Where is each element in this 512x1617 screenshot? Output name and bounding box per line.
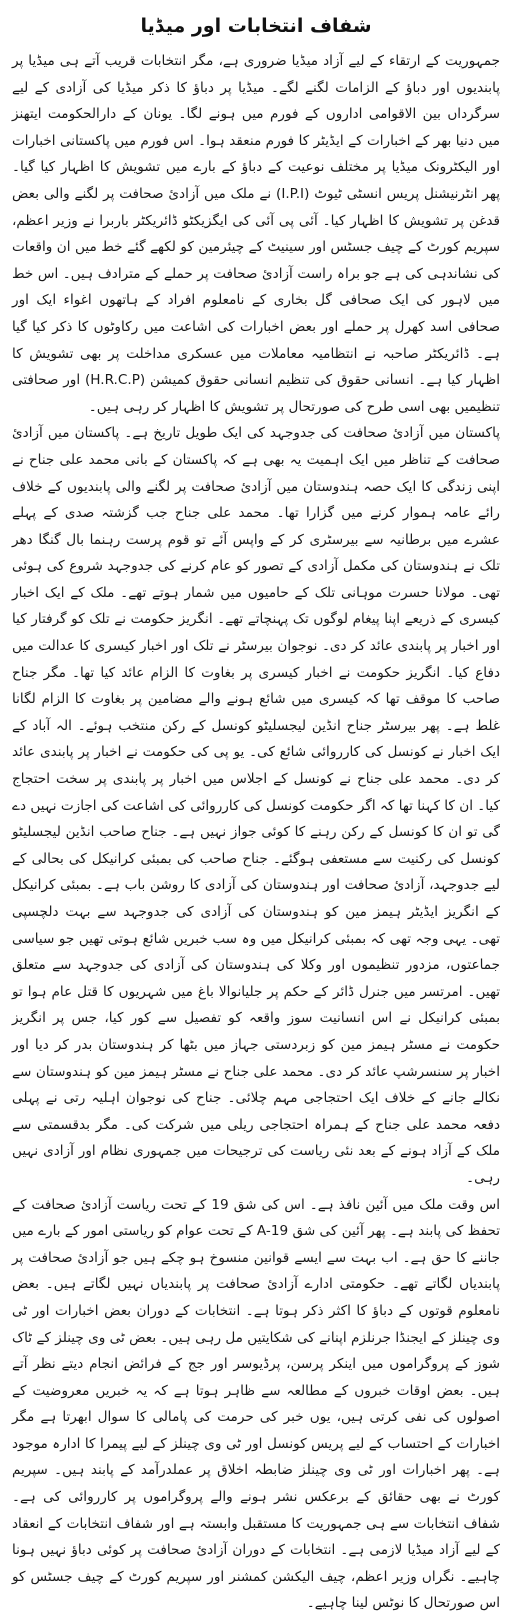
article-paragraph-1: جمہوریت کے ارتقاء کے لیے آزاد میڈیا ضروری ہے، مگر انتخابات قریب آتے ہی میڈیا پر پابندیوں اور دباؤ کے الزامات لگنے لگے۔ میڈیا پر دباؤ کا ذکر میڈیا کی آزادی کے لیے سرگرداں بین الاقوامی اداروں کے فورم میں ہونے لگا۔ یونان کے دارالحکومت ایتھنز میں دنیا بھر کے اخبارات کے ایڈیٹر کا فورم منعقد ہوا۔ اس فورم میں پاکستانی اخبارات اور الیکٹرونک میڈیا پر مختلف نوعیت کے دباؤ کے بارے میں تشویش کا اظہار کیا گیا۔ پھر انٹرنیشنل پریس انسٹی ٹیوٹ (I.P.I) نے ملک میں آزادئ صحافت پر لگنے والی بعض قدغن پر تشویش کا اظہار کیا۔ آئی پی آئی کی ایگزیکٹو ڈائریکٹر باربرا نے وزیر اعظم، سپریم کورٹ کے چیف جسٹس اور سینیٹ کے چیئرمین کو لکھے گئے خط میں ان واقعات کی نشاندہی کی ہے جو براہ راست آزادئ صحافت پر حملے کے مترادف ہیں۔ اس خط میں لاہور کی ایک صحافی گل بخاری کے نامعلوم افراد کے ہاتھوں اغواء ایک اور صحافی اسد کھرل پر حملے اور بعض اخبارات کی اشاعت میں رکاوٹوں کا ذکر کیا گیا ہے۔ ڈائریکٹر صاحبہ نے انتظامیہ معاملات میں عسکری مداخلت پر بھی تشویش کا اظہار کیا ہے۔ انسانی حقوق کی تنظیم انسانی حقوق کمیشن (H.R.C.P) اور صحافتی تنظیمیں بھی اسی طرح کی صورتحال پر تشویش کا اظہار کر رہی ہیں۔ — [12, 53, 500, 415]
article-paragraph-3: اس وقت ملک میں آئین نافذ ہے۔ اس کی شق 19 کے تحت ریاست آزادئ صحافت کے تحفظ کی پابند ہے۔ پھر آئین کی شق A-19 کے تحت عوام کو ریاستی امور کے بارے میں جاننے کا حق ہے۔ اب بہت سے ایسے قوانین منسوخ ہو چکے ہیں جو آزادئ صحافت پر پابندیاں لگاتے تھے۔ حکومتی ادارے آزادئ صحافت پر پابندیاں نہیں لگاتے ہیں۔ بعض نامعلوم قوتوں کے دباؤ کا اکثر ذکر ہوتا ہے۔ انتخابات کے دوران بعض اخبارات اور ٹی وی چینلز کے ایجنڈا جرنلزم اپنانے کی شکایتیں مل رہی ہیں۔ بعض ٹی وی چینلز کے ٹاک شوز کے پروگراموں میں اینکر پرسن، پرڈیوسر اور جج کے فرائض انجام دیتے نظر آتے ہیں۔ بعض اوقات خبروں کے مطالعہ سے ظاہر ہوتا ہے کہ یہ خبریں معروضیت کے اصولوں کی نفی کرتی ہیں، یوں خبر کی حرمت کی پامالی کا سوال ابھرتا ہے مگر اخبارات کے احتساب کے لیے پریس کونسل اور ٹی وی چینلز کے لیے پیمرا کا ادارہ موجود ہے۔ پھر اخبارات اور ٹی وی چینلز ضابطہ اخلاق پر عملدرآمد کے پابند ہیں۔ سپریم کورٹ نے بھی حقائق کے برعکس نشر ہونے والے پروگراموں پر کارروائی کی ہے۔ شفاف انتخابات سے ہی جمہوریت کا مستقبل وابستہ ہے اور شفاف انتخابات کے انعقاد کے لیے آزاد میڈیا لازمی ہے۔ انتخابات کے دوران آزادئ صحافت پر کوئی دباؤ نہیں ہونا چاہیے۔ نگراں وزیر اعظم، چیف الیکشن کمشنر اور سپریم کورٹ کے چیف جسٹس کو اس صورتحال کا نوٹس لینا چاہیے۔ — [12, 1196, 501, 1612]
article-headline: شفاف انتخابات اور میڈیا — [140, 15, 372, 37]
article-paragraph-2: پاکستان میں آزادئ صحافت کی جدوجہد کی ایک طویل تاریخ ہے۔ پاکستان میں آزادئ صحافت کے تناظر میں ایک اہمیت یہ بھی ہے کہ پاکستان کے بانی محمد علی جناح نے اپنی زندگی کا ایک حصہ ہندوستان میں آزادئ صحافت پر لگنے والی پابندیوں کے خلاف رائے عامہ ہموار کرنے میں گزارا تھا۔ محمد علی جناح جب گزشتہ صدی کے پہلے عشرے میں برطانیہ سے بیرسٹری کر کے واپس آئے تو قوم پرست رہنما بال گنگا دھر تلک نے ہندوستان کی مکمل آزادی کے تصور کو عام کرنے کی جدوجہد شروع کی ہوئی تھی۔ مولانا حسرت موہانی تلک کے حامیوں میں شمار ہوتے تھے۔ ملک کے ایک اخبار کیسری کے ذریعے اپنا پیغام لوگوں تک پہنچاتے تھے۔ انگریز حکومت نے تلک کو گرفتار کیا اور اخبار پر پابندی عائد کر دی۔ نوجوان بیرسٹر نے تلک اور اخبار کیسری کا عدالت میں دفاع کیا۔ انگریز حکومت نے اخبار کیسری پر بغاوت کا الزام عائد کیا تھا۔ مگر جناح صاحب کا موقف تھا کہ کیسری میں شائع ہونے والے مضامین پر بغاوت کا الزام لگانا غلط ہے۔ پھر بیرسٹر جناح انڈین لیجسلیٹو کونسل کے رکن منتخب ہوئے۔ الہ آباد کے ایک اخبار نے کونسل کی کارروائی شائع کی۔ یو پی کی حکومت نے اخبار پر پابندی عائد کر دی۔ محمد علی جناح نے کونسل کے اجلاس میں اخبار پر پابندی پر سخت احتجاج کیا۔ ان کا کہنا تھا کہ اگر حکومت کونسل کی کارروائی کی اشاعت کی اجازت نہیں دے گی تو ان کا کونسل کے رکن رہنے کا کوئی جواز نہیں ہے۔ جناح صاحب انڈین لیجسلیٹو کونسل کی رکنیت سے مستعفی ہوگئے۔ جناح صاحب کی بمبئی کرانیکل کی بحالی کے لیے جدوجہد، آزادئ صحافت اور ہندوستان کی آزادی کا روشن باب ہے۔ بمبئی کرانیکل کے انگریز ایڈیٹر ہیمز مین کو ہندوستان کی آزادی کی جدوجہد سے بہت دلچسپی تھی۔ یہی وجہ تھی کہ بمبئی کرانیکل میں وہ سب خبریں شائع ہوتی تھیں جو سیاسی جماعتوں، مزدور تنظیموں اور وکلا کی ہندوستان کی آزادی کی جدوجہد سے متعلق تھیں۔ امرتسر میں جنرل ڈائر کے حکم پر جلیانوالا باغ میں شہریوں کا قتل عام ہوا تو بمبئی کرانیکل نے اس انسانیت سوز واقعہ کو تفصیل سے کور کیا، جس پر انگریز حکومت نے مسٹر ہیمز مین کو زبردستی جہاز میں بٹھا کر ہندوستان بدر کر دیا اور اخبار پر سنسرشپ عائد کر دی۔ محمد علی جناح نے مسٹر ہیمز مین کو ہندوستان سے نکالے جانے کے خلاف ایک احتجاجی مہم چلائی۔ جناح کی نوجوان اہلیہ رتی نے پہلی دفعہ محمد علی جناح کے ہمراہ احتجاجی ریلی میں شرکت کی۔ مگر بدقسمتی سے ملک کے آزاد ہونے کے بعد نئی ریاست کی ترجیحات میں جمہوری نظام اور آزادی نہیں رہی۔ — [12, 425, 500, 1186]
